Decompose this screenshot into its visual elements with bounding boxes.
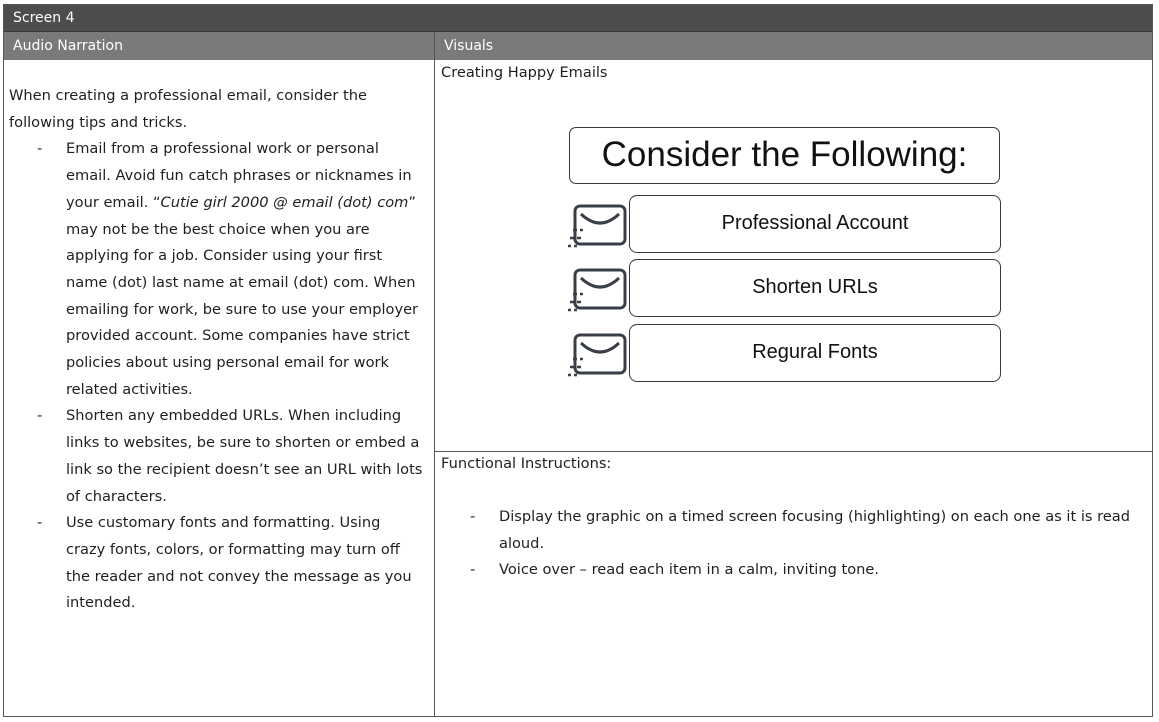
- narration-bullet-text: Use customary fonts and formatting. Using crazy fonts, colors, or formatting may turn off the reader and not convey the message as you intended.: [66, 514, 412, 612]
- narration-intro: When creating a professional email, consider the following tips and tricks.: [9, 87, 367, 131]
- item-shorten-urls: Shorten URLs: [629, 259, 1001, 317]
- narration-bullet: [9, 136, 424, 403]
- bullet-dash: -: [470, 508, 476, 525]
- item-professional-account: Professional Account: [629, 195, 1001, 253]
- narration-bullet: [9, 510, 424, 617]
- example-email-quote: Cutie girl 2000 @ email (dot) com: [160, 193, 409, 211]
- bullet-dash: -: [37, 514, 43, 532]
- item-regural-fonts: Regural Fonts: [629, 324, 1001, 382]
- narration-bullet-text: Email from a professional work or personal email. Avoid fun catch phrases or nicknames in your email. “: [66, 140, 412, 211]
- graphic-item: [567, 195, 1007, 255]
- functional-instruction-item: [441, 504, 1141, 557]
- narration-list: [9, 136, 424, 617]
- functional-instruction-item: [441, 557, 1141, 584]
- visuals-title: Creating Happy Emails: [441, 64, 608, 81]
- functional-instruction-text: Display the graphic on a timed screen focusing (highlighting) on each one as it is read aloud.: [499, 508, 1130, 552]
- audio-narration-text: [9, 83, 424, 617]
- bullet-dash: -: [470, 561, 476, 579]
- bullet-dash: -: [37, 407, 43, 425]
- envelope-icon: [567, 202, 629, 248]
- functional-instruction-text: Voice over – read each item in a calm, inviting tone.: [499, 561, 880, 579]
- column-divider: [434, 60, 435, 717]
- visuals-header: Visuals: [435, 32, 1152, 60]
- graphic-heading: Consider the Following:: [569, 127, 1000, 184]
- narration-bullet-text: Shorten any embedded URLs. When including links to websites, be sure to shorten or embed a link so the recipient doesn’t see an URL with lots of characters.: [66, 407, 423, 505]
- graphic-item: [567, 259, 1007, 319]
- screen-title: Screen 4: [4, 5, 1152, 32]
- graphic-item: [567, 324, 1007, 384]
- functional-instructions-title: Functional Instructions:: [441, 455, 612, 472]
- narration-bullet: [9, 403, 424, 510]
- envelope-icon: [567, 331, 629, 377]
- narration-bullet-text-end: ” may not be the best choice when you are applying for a job. Consider using your first name (dot) last name at email (dot) com. When emailing for work, be sure to use your employer provided account. Some companies have strict policies about using personal email for work related activities.: [66, 193, 419, 398]
- envelope-icon: [567, 266, 629, 312]
- audio-narration-header: Audio Narration: [4, 32, 435, 60]
- bullet-dash: -: [37, 140, 43, 158]
- consider-graphic: [567, 122, 1007, 387]
- functional-instructions-list: [441, 504, 1141, 584]
